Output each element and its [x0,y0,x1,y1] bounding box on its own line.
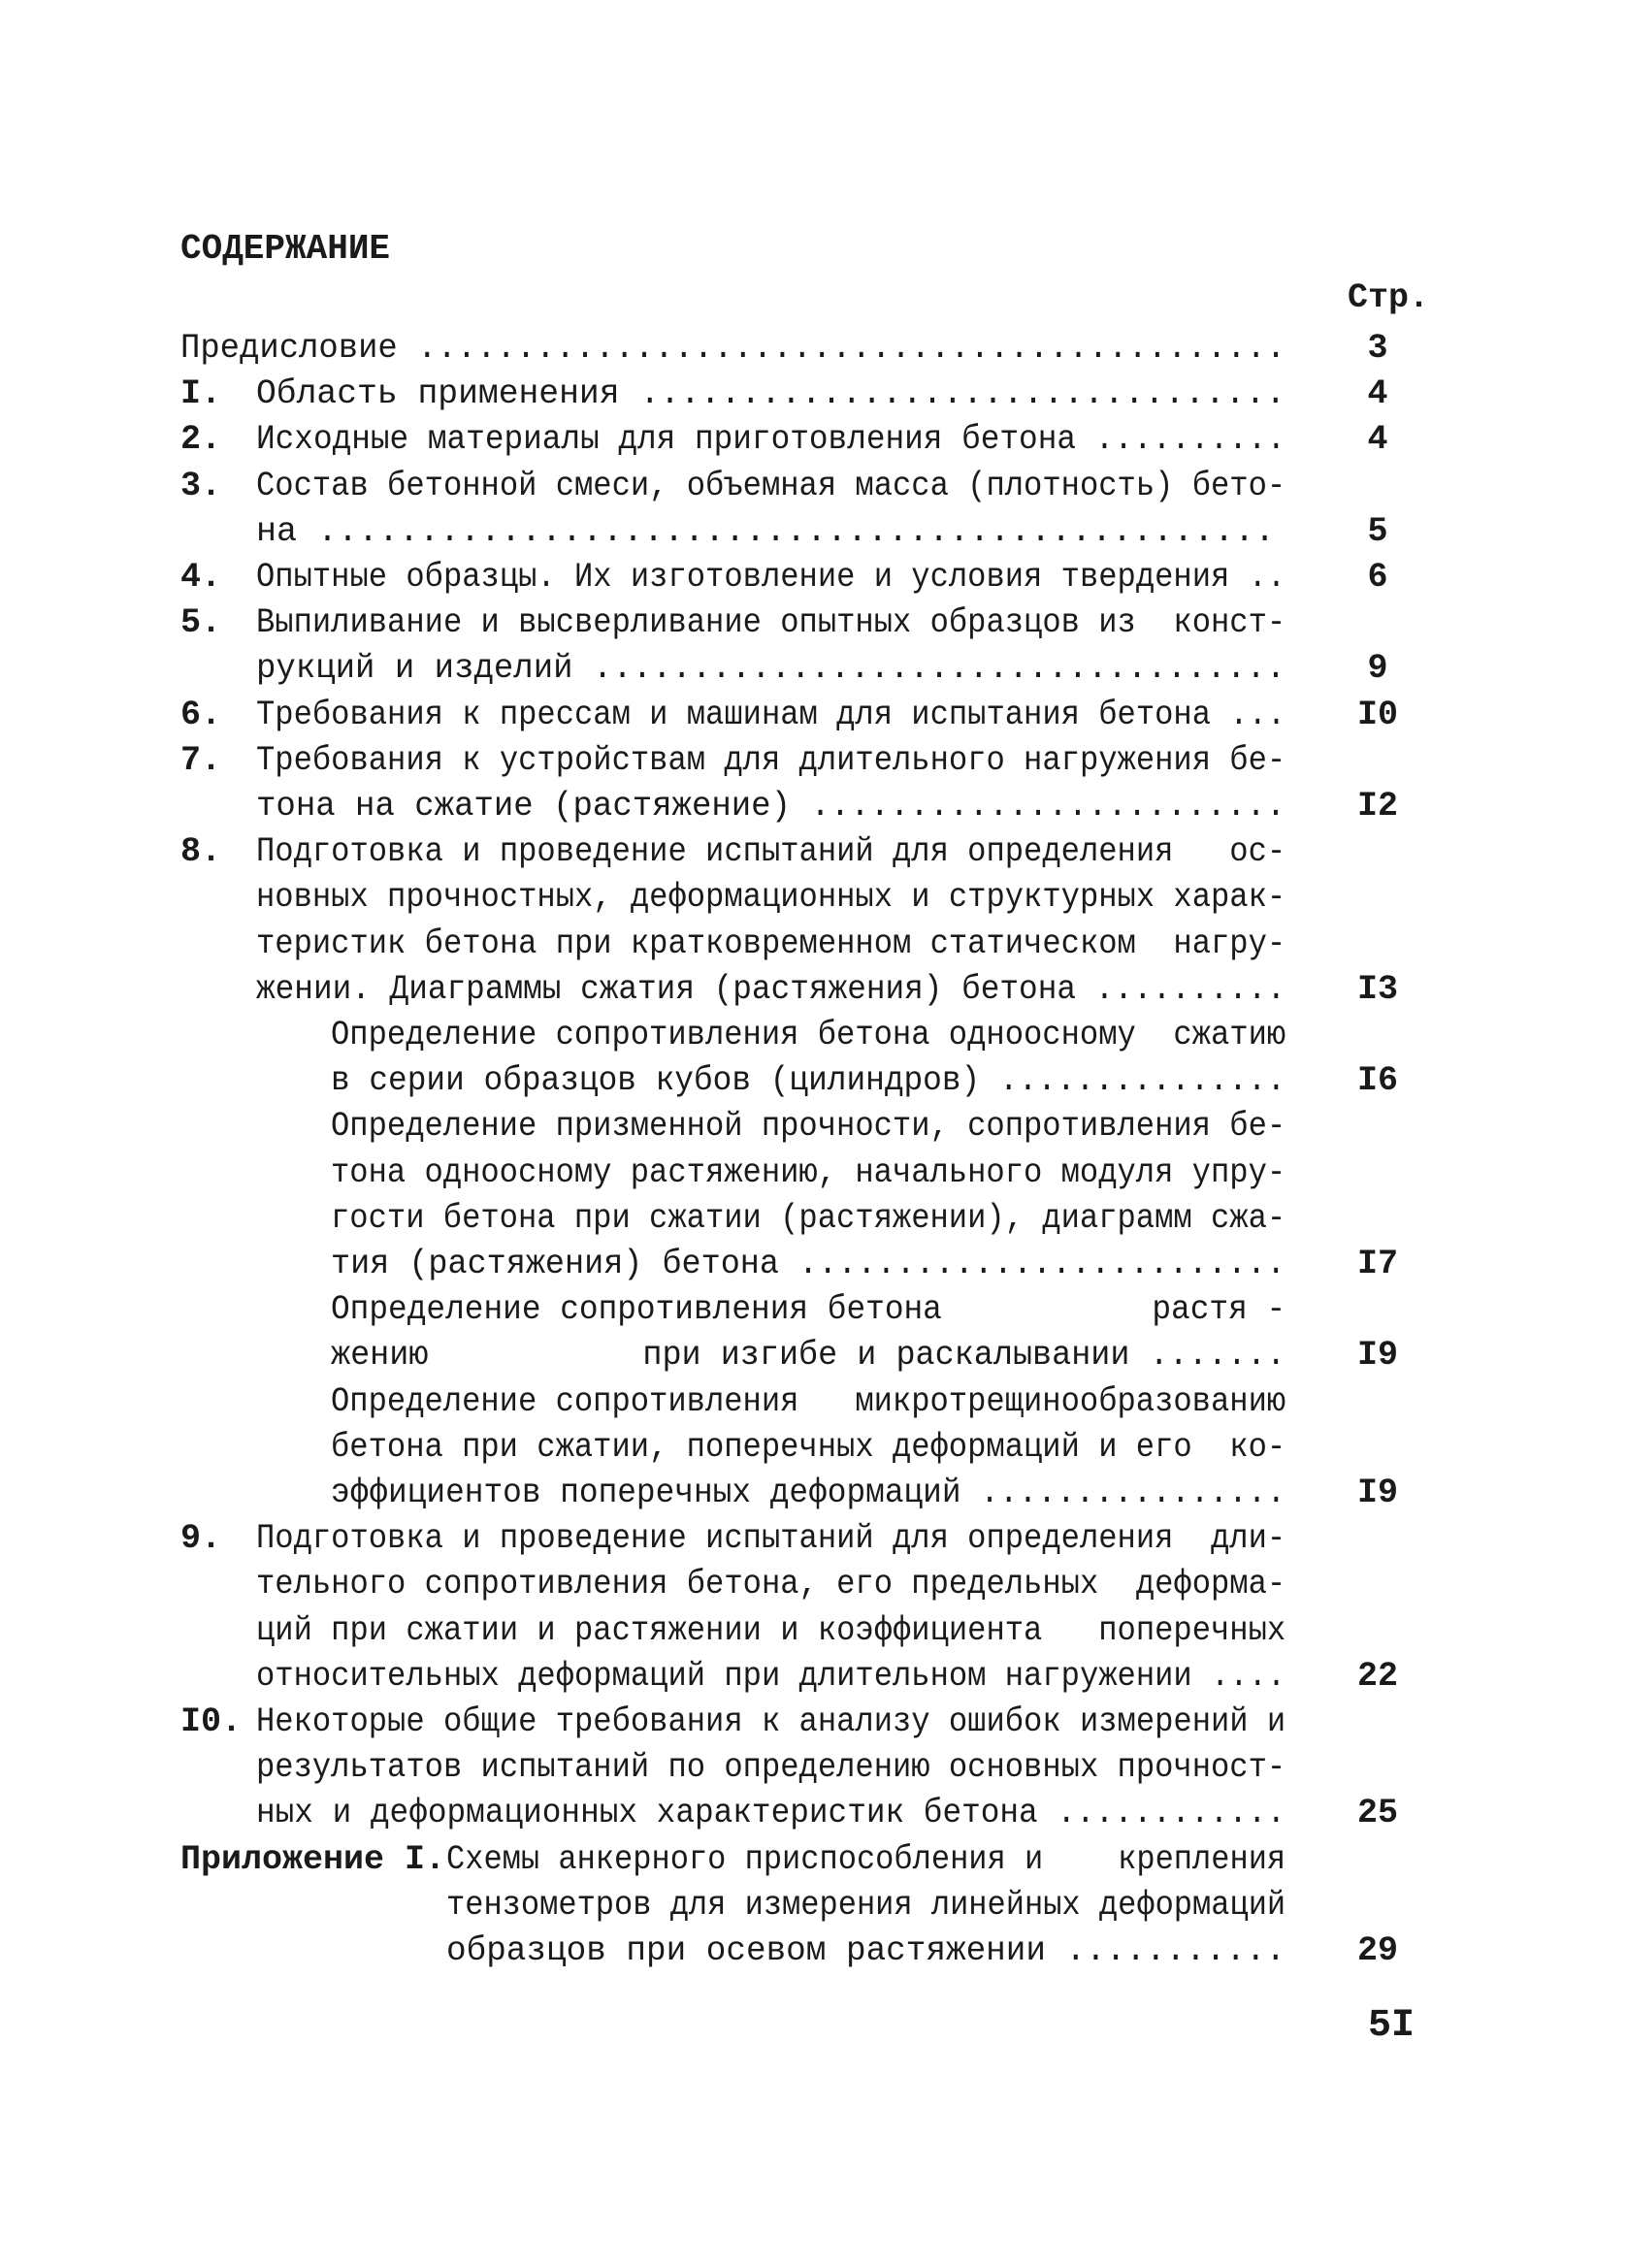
toc-item-text: ных и деформационных характеристик бетона ............ [256,1794,1286,1833]
toc-item-number: 2. [180,420,222,460]
toc-page-number: 5 [1367,511,1388,551]
toc-subitem-text: гости бетона при сжатии (растяжении), диаграмм сжа- [331,1198,1286,1238]
toc-page-number: 4 [1367,374,1388,414]
toc-item-text: ций при сжатии и растяжении и коэффициента поперечных [256,1610,1286,1650]
toc-item-text: Требования к прессам и машинам для испытания бетона ... [256,695,1286,734]
toc-page-number: I3 [1356,969,1398,1009]
toc-page-number: 4 [1367,420,1388,460]
toc-item-text: Подготовка и проведение испытаний для определения ос- [256,832,1286,872]
toc-item-text: Выпиливание и высверливание опытных образцов из конст- [256,603,1286,643]
toc-page-number: I7 [1356,1245,1398,1283]
appendix-label: Приложение I. [180,1839,446,1879]
toc-item-text: результатов испытаний по определению основных прочност- [256,1748,1286,1788]
appendix-text: образцов при осевом растяжении ........... [446,1931,1286,1970]
toc-item-number: 5. [180,603,222,643]
toc-page-number: I2 [1356,787,1398,826]
toc-item-text: Состав бетонной смеси, объемная масса (плотность) бето- [256,466,1286,505]
appendix-text: Схемы анкерного приспособления и крепления [446,1839,1286,1879]
toc-item-text: Опытные образцы. Их изготовление и условия твердения .. [256,558,1286,597]
toc-item-number: 6. [180,695,222,734]
toc-item-text: Область применения ................................ [256,374,1286,414]
toc-page-number: I9 [1356,1474,1398,1512]
toc-page-number: I9 [1356,1336,1398,1376]
toc-subitem-text: Определение сопротивления бетона одноосному сжатию [331,1016,1286,1054]
toc-item-text: рукций и изделий ................................... [256,649,1286,689]
toc-page-number: I6 [1356,1061,1398,1101]
toc-page-number: 25 [1356,1794,1398,1833]
toc-subitem-text: жению при изгибе и раскалывании ....... [331,1336,1286,1376]
toc-item-number: 9. [180,1519,222,1559]
toc-subitem-text: Определение сопротивления бетона растя - [331,1290,1286,1330]
toc-item-text: относительных деформаций при длительном нагружении .... [256,1656,1286,1696]
toc-item-number: 8. [180,832,222,872]
page-column-header: Стр. [1347,278,1429,317]
toc-item-text: Некоторые общие требования к анализу ошибок измерений и [256,1702,1286,1741]
toc-page-number: 3 [1367,329,1388,368]
toc-item-number: 4. [180,558,222,597]
toc-item-text: Подготовка и проведение испытаний для определения дли- [256,1519,1286,1559]
toc-item-text: теристик бетона при кратковременном статическом нагру- [256,923,1286,963]
toc-page-number: 6 [1367,558,1388,597]
toc-item-number: I0. [180,1702,243,1741]
toc-subitem-text: Определение призменной прочности, сопротивления бе- [331,1107,1286,1147]
toc-item-text: Требования к устройствам для длительного нагружения бе- [256,740,1286,780]
toc-item-text: Предисловие ............................................ [180,329,1286,368]
toc-subitem-text: тона одноосному растяжению, начального модуля упру- [331,1152,1286,1192]
toc-item-number: 7. [180,740,222,780]
toc-subitem-text: эффициентов поперечных деформаций ................ [331,1474,1286,1512]
toc-item-text: тона на сжатие (растяжение) ........................ [256,787,1286,826]
toc-item-number: 3. [180,466,222,505]
toc-subitem-text: в серии образцов кубов (цилиндров) ............... [331,1061,1286,1101]
toc-item-text: жении. Диаграммы сжатия (растяжения) бетона .......... [256,969,1286,1009]
toc-page-number: 9 [1367,649,1388,689]
toc-page-number: 29 [1356,1931,1398,1970]
toc-subitem-text: бетона при сжатии, поперечных деформаций и его ко- [331,1427,1286,1467]
toc-item-number: I. [180,374,222,414]
appendix-text: тензометров для измерения линейных деформаций [446,1885,1286,1925]
toc-subitem-text: Определение сопротивления микротрещинообразованию [331,1381,1286,1421]
toc-item-text: Исходные материалы для приготовления бетона .......... [256,420,1286,460]
toc-item-text: тельного сопротивления бетона, его предельных деформа- [256,1565,1286,1604]
page-number: 5I [1368,2004,1415,2048]
toc-item-text: новных прочностных, деформационных и структурных харак- [256,878,1286,918]
toc-page-number: 22 [1356,1656,1398,1696]
toc-page-number: I0 [1356,695,1398,734]
toc-item-text: на ............................................... [256,511,1276,551]
toc-subitem-text: тия (растяжения) бетона ......................... [331,1245,1286,1283]
page-title: СОДЕРЖАНИЕ [180,229,391,269]
